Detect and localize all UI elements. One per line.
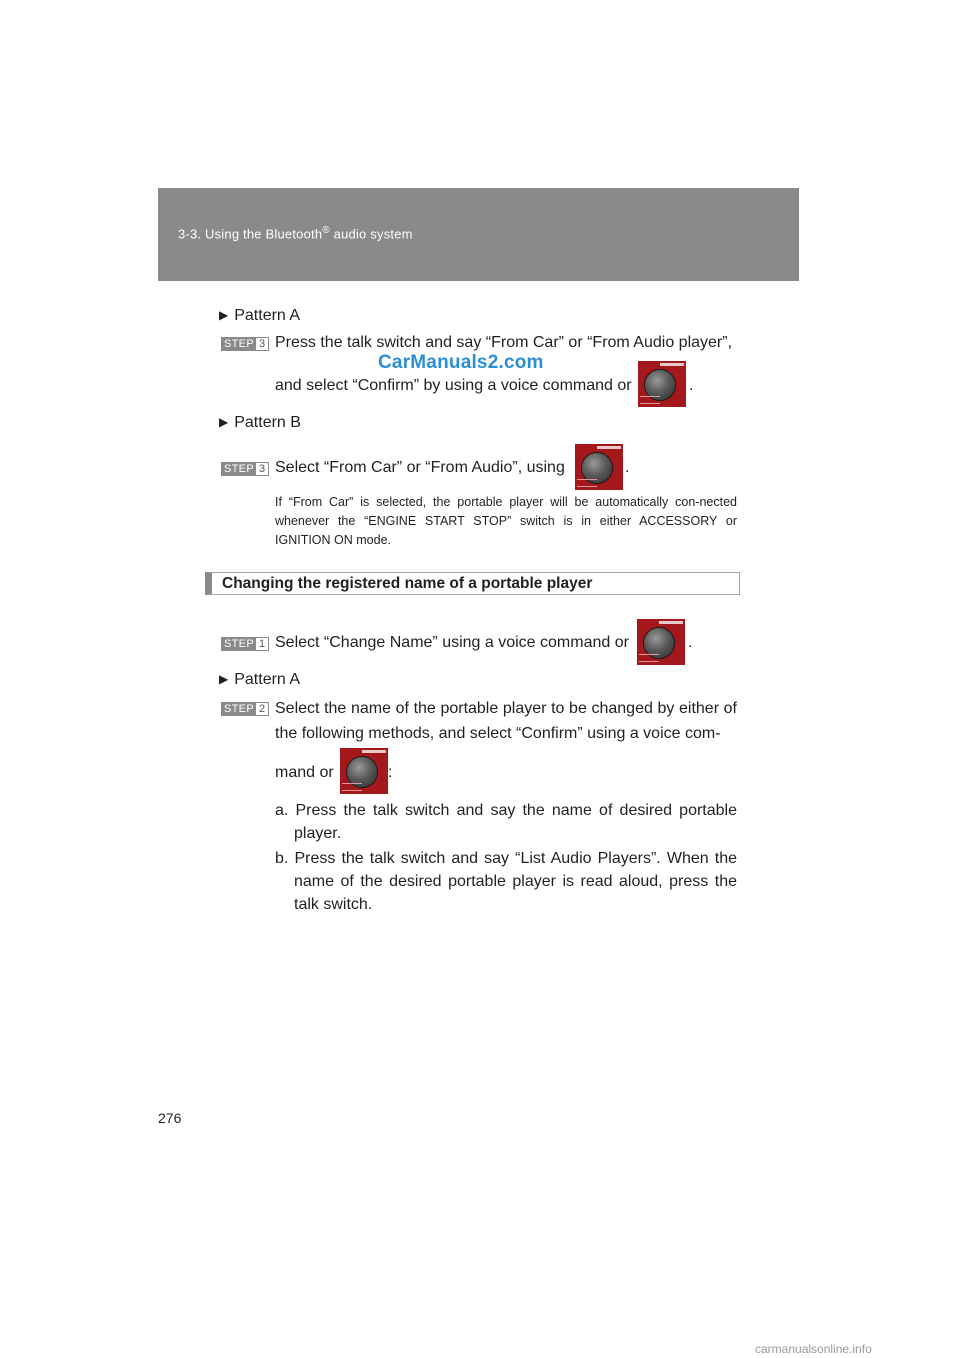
- pattern-a-label: Pattern A: [234, 671, 301, 688]
- header-title-suffix: audio system: [329, 226, 413, 242]
- step-word: STEP: [224, 463, 254, 475]
- auto-connect-note: If “From Car” is selected, the portable player will be automatically con-nected whenever the “ENGINE START STOP” switch is in either ACCESSORY or IGNITION ON mode.: [275, 495, 737, 547]
- section-heading-bar: [205, 572, 740, 595]
- step2-colon: :: [388, 764, 393, 781]
- header-title-text: 3-3. Using the Bluetooth: [178, 226, 323, 242]
- play-arrow-icon: ▶: [219, 415, 229, 429]
- step-badge-3a: [221, 337, 269, 351]
- step-number: 3: [256, 463, 268, 475]
- step-badge-3b: [221, 462, 269, 476]
- method-a-item: a. Press the talk switch and say the name of desired portable player.: [275, 802, 737, 842]
- play-arrow-icon: ▶: [219, 672, 229, 686]
- registered-mark: ®: [322, 225, 330, 236]
- section-header-bar: [158, 188, 799, 281]
- tune-file-knob-icon: [637, 619, 685, 665]
- step-word: STEP: [224, 638, 254, 650]
- step1-period: .: [688, 634, 693, 651]
- pattern-a-heading-2: [219, 671, 300, 689]
- pattern-b-heading: [219, 414, 301, 432]
- tune-file-knob-icon: [575, 444, 623, 490]
- section-header-title: [178, 225, 413, 241]
- step2-instruction-line3: mand or: [275, 764, 334, 781]
- pattern-b-instruction: Select “From Car” or “From Audio”, using: [275, 459, 565, 476]
- play-arrow-icon: ▶: [219, 308, 229, 322]
- step-number: 2: [256, 703, 268, 715]
- watermark-carmanualsonline: carmanualsonline.info: [755, 1342, 872, 1356]
- step-number: 3: [256, 338, 268, 350]
- step-number: 1: [256, 638, 268, 650]
- pattern-a-period: .: [689, 377, 694, 394]
- step1-instruction: Select “Change Name” using a voice command or: [275, 634, 629, 651]
- step2-instruction: Select the name of the portable player to be changed by either of the following methods, and select “Confirm” using a voice com-: [275, 700, 737, 742]
- section-heading: Changing the registered name of a portable player: [222, 575, 593, 592]
- page-number: 276: [158, 1110, 182, 1126]
- tune-file-knob-icon: [340, 748, 388, 794]
- step-word: STEP: [224, 338, 254, 350]
- pattern-b-label: Pattern B: [234, 414, 301, 431]
- pattern-a-instruction-line2: and select “Confirm” by using a voice command or: [275, 377, 632, 394]
- step-badge-2: [221, 702, 269, 716]
- step-badge-1: [221, 637, 269, 651]
- pattern-a-label: Pattern A: [234, 307, 301, 324]
- method-b-item: b. Press the talk switch and say “List Audio Players”. When the name of the desired portable player is read aloud, press the talk switch.: [275, 850, 737, 913]
- pattern-a-instruction-line1: Press the talk switch and say “From Car” or “From Audio player”,: [275, 334, 733, 351]
- tune-file-knob-icon: [638, 361, 686, 407]
- pattern-a-heading: [219, 307, 300, 325]
- step-word: STEP: [224, 703, 254, 715]
- pattern-b-period: .: [625, 459, 630, 476]
- watermark-carmanuals2: CarManuals2.com: [378, 352, 544, 373]
